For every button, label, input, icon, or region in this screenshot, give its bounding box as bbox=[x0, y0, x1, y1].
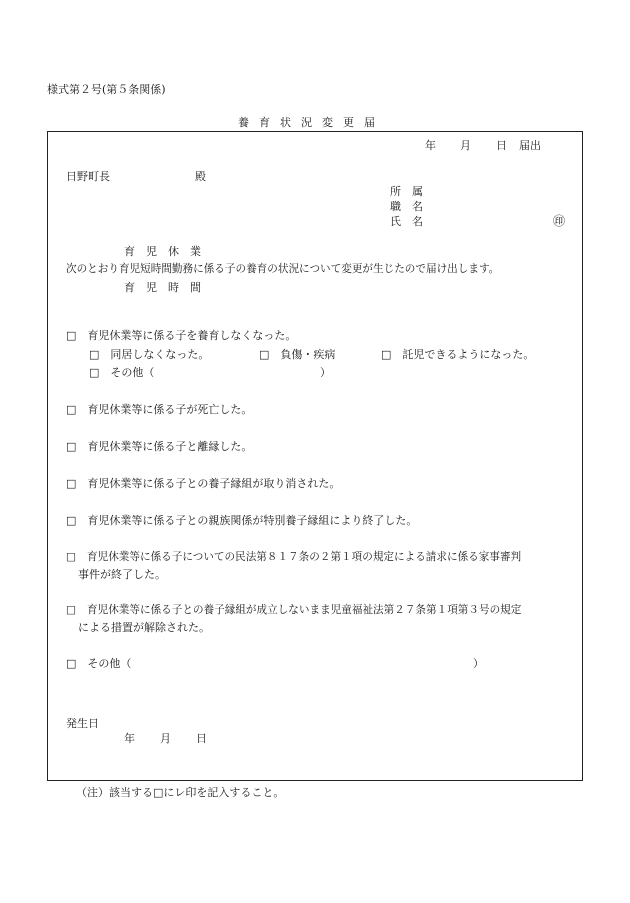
occurrence-year-label: 年 bbox=[124, 732, 135, 745]
date-submitted-label: 届出 bbox=[519, 139, 541, 152]
date-year-label: 年 bbox=[425, 139, 436, 152]
item-child-died bbox=[66, 404, 252, 415]
item-no-longer-raising bbox=[66, 330, 296, 341]
item-adoption-dissolved bbox=[66, 441, 252, 452]
checkbox[interactable]: □ bbox=[66, 551, 77, 563]
checkbox[interactable]: □ bbox=[66, 403, 77, 416]
item-child-welfare-measure-lifted bbox=[66, 605, 521, 616]
checkbox[interactable]: □ bbox=[66, 604, 77, 616]
item-text: 育児休業等に係る子との養子縁組が取り消された。 bbox=[87, 477, 341, 490]
item-text: 育児休業等に係る子が死亡した。 bbox=[87, 403, 253, 416]
item-family-court-case-ended-line2: 事件が終了した。 bbox=[78, 568, 166, 581]
item-kinship-ended bbox=[66, 515, 417, 526]
occurrence-day-label: 日 bbox=[196, 732, 207, 745]
checkbox[interactable]: □ bbox=[66, 329, 77, 342]
form-frame bbox=[47, 131, 583, 781]
addressee: 日野町長 bbox=[66, 170, 110, 183]
occurrence-date-label: 発生日 bbox=[66, 717, 99, 730]
subitem-injury-illness bbox=[259, 349, 335, 360]
item-text: 育児休業等に係る子と離縁した。 bbox=[87, 440, 253, 453]
item-text: 育児休業等に係る子についての民法第８１７条の２第１項の規定による請求に係る家事審判 bbox=[87, 551, 522, 563]
item-text: その他（ bbox=[87, 657, 132, 670]
item-text: 育児休業等に係る子との養子縁組が成立しないまま児童福祉法第２７条第１項第３号の規定 bbox=[87, 604, 522, 616]
form-title: 養育状況変更届 bbox=[238, 116, 385, 129]
occurrence-month-label: 月 bbox=[160, 732, 171, 745]
subitem-other-close: ） bbox=[320, 366, 331, 379]
footnote: （注）該当する□にレ印を記入すること。 bbox=[76, 786, 285, 799]
item-other bbox=[66, 658, 131, 669]
subitem-text: その他（ bbox=[110, 366, 155, 379]
subitem-text: 負傷・疾病 bbox=[280, 348, 336, 361]
subitem-other bbox=[89, 367, 154, 378]
subitem-text: 託児できるようになった。 bbox=[402, 348, 535, 361]
checkbox[interactable]: □ bbox=[89, 366, 100, 379]
checkbox[interactable]: □ bbox=[66, 514, 77, 527]
intro-option-childcare-time: 育 児 時 間 bbox=[124, 281, 201, 294]
subitem-daycare-available bbox=[381, 349, 534, 360]
date-day-label: 日 bbox=[496, 139, 507, 152]
item-text: 育児休業等に係る子を養育しなくなった。 bbox=[87, 329, 297, 342]
item-family-court-case-ended bbox=[66, 552, 521, 563]
item-child-welfare-measure-lifted-line2: による措置が解除された。 bbox=[78, 621, 210, 634]
checkbox[interactable]: □ bbox=[381, 348, 392, 361]
item-text: 育児休業等に係る子との親族関係が特別養子縁組により終了した。 bbox=[87, 514, 418, 527]
subitem-text: 同居しなくなった。 bbox=[110, 348, 210, 361]
checkbox[interactable]: □ bbox=[66, 477, 77, 490]
affiliation-label: 所 属 bbox=[390, 185, 423, 198]
checkbox[interactable]: □ bbox=[259, 348, 270, 361]
addressee-honorific: 殿 bbox=[195, 170, 206, 183]
item-adoption-cancelled bbox=[66, 478, 340, 489]
date-month-label: 月 bbox=[460, 139, 471, 152]
position-label: 職 名 bbox=[390, 200, 423, 213]
intro-text: 次のとおり育児短時間勤務に係る子の養育の状況について変更が生じたので届け出します。 bbox=[66, 263, 500, 275]
checkbox[interactable]: □ bbox=[66, 657, 77, 670]
item-other-close: ） bbox=[473, 657, 484, 670]
seal-mark: ㊞ bbox=[553, 214, 566, 228]
form-number: 様式第２号(第５条関係) bbox=[47, 83, 166, 96]
intro-option-childcare-leave: 育 児 休 業 bbox=[124, 245, 201, 258]
subitem-not-living-together bbox=[89, 349, 209, 360]
name-label: 氏 名 bbox=[390, 215, 423, 228]
checkbox[interactable]: □ bbox=[89, 348, 100, 361]
checkbox[interactable]: □ bbox=[66, 440, 77, 453]
